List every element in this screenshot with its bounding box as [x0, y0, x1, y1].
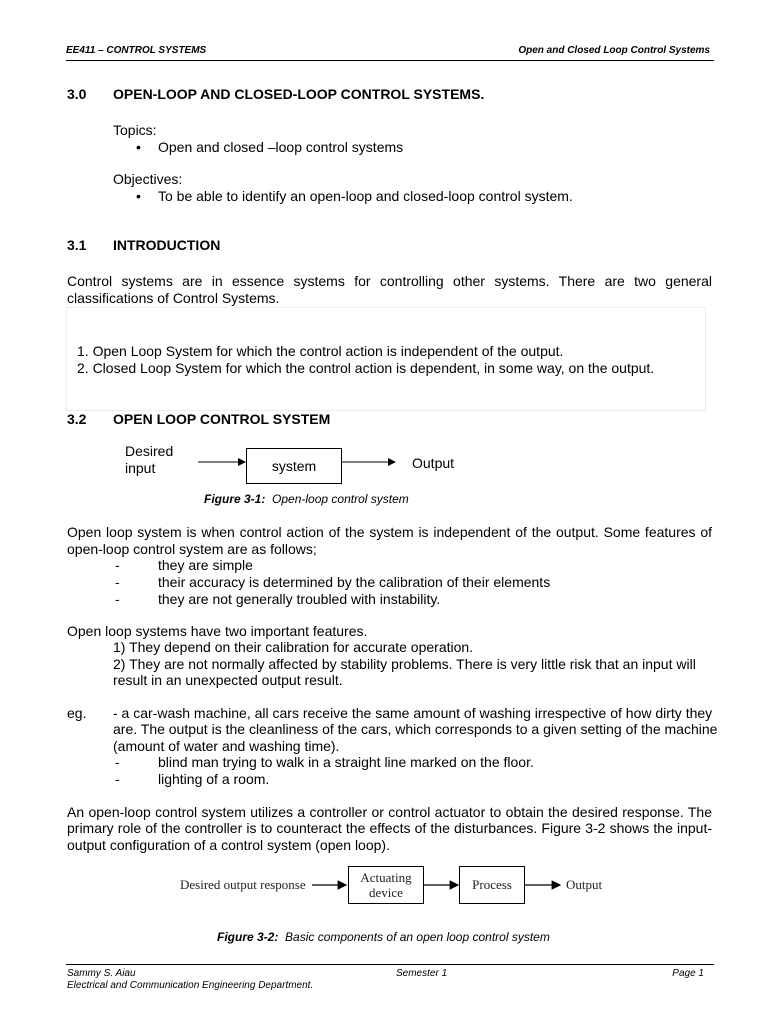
- para-c-line-1: An open-loop control system utilizes a controller or control actuator to obtain the desired response. The: [67, 804, 712, 820]
- header-right: Open and Closed Loop Control Systems: [518, 45, 710, 56]
- fig2-caption-text: Basic components of an open loop control system: [285, 930, 550, 944]
- fig2-caption-label: Figure 3-2:: [217, 930, 279, 944]
- header-rule: [66, 60, 714, 61]
- fig1-input-line1: Desired: [125, 443, 174, 459]
- section-number-3-2: 3.2: [67, 411, 87, 427]
- para-c-line-2: primary role of the controller is to counteract the effects of the disturbances. Figure 3-2 shows the input-: [67, 820, 712, 836]
- dash: -: [115, 574, 120, 590]
- fig2-box1-line1: Actuating: [360, 870, 412, 885]
- para-b: Open loop systems have two important features.: [67, 623, 368, 639]
- eg-dash-item: blind man trying to walk in a straight line marked on the floor.: [158, 754, 534, 770]
- fig2-box1-line2: device: [369, 885, 403, 900]
- fig2-output: Output: [566, 877, 603, 892]
- fig1-caption: [204, 492, 409, 506]
- fig1-caption-text: Open-loop control system: [272, 492, 409, 506]
- footer-author: Sammy S. Aiau: [67, 968, 136, 979]
- fig1-system-label: system: [271, 458, 317, 474]
- fig1-caption-label: Figure 3-1:: [204, 492, 266, 506]
- topics-label: Topics:: [113, 122, 157, 138]
- section-title-3-0: OPEN-LOOP AND CLOSED-LOOP CONTROL SYSTEMS.: [113, 86, 485, 102]
- eg-line: - a car-wash machine, all cars receive the same amount of washing irrespective of how dirty they: [113, 705, 713, 721]
- fig2-actuating-box: [348, 866, 424, 904]
- section-title-3-2: OPEN LOOP CONTROL SYSTEM: [113, 411, 331, 427]
- fig1-input-line2: input: [125, 460, 156, 476]
- footer-dept: Electrical and Communication Engineering Department.: [67, 980, 314, 991]
- topic-item: • Open and closed –loop control systems: [158, 139, 403, 156]
- feature-item: they are not generally troubled with instability.: [158, 591, 441, 607]
- fig2-box2-label: Process: [472, 877, 512, 892]
- fig1-output: Output: [412, 455, 455, 471]
- eg-label: eg.: [67, 705, 87, 721]
- feature-item: their accuracy is determined by the calibration of their elements: [158, 574, 551, 590]
- para-b-item: result in an unexpected output result.: [113, 672, 343, 688]
- section-number-3-0: 3.0: [67, 86, 87, 102]
- section-number-3-1: 3.1: [67, 237, 87, 253]
- section-title-3-1: INTRODUCTION: [113, 237, 221, 253]
- objectives-label: Objectives:: [113, 171, 183, 187]
- para-a-line-1: Open loop system is when control action of the system is independent of the output. Some features of: [67, 524, 712, 540]
- fig2-input: Desired output response: [180, 877, 306, 892]
- objective-item: • To be able to identify an open-loop and closed-loop control system.: [158, 188, 573, 205]
- eg-line: (amount of water and washing time).: [113, 738, 340, 754]
- header-left: EE411 – CONTROL SYSTEMS: [66, 45, 207, 56]
- intro-line-2: classifications of Control Systems.: [67, 290, 280, 306]
- para-b-item: 2) They are not normally affected by stability problems. There is very little risk that an input will: [113, 656, 696, 672]
- dash: -: [115, 557, 120, 573]
- para-b-item: 1) They depend on their calibration for accurate operation.: [113, 639, 474, 655]
- list-item-closed-loop: 2. Closed Loop System for which the control action is dependent, in some way, on the output.: [77, 360, 655, 376]
- dash: -: [115, 591, 120, 607]
- dash: -: [115, 754, 120, 770]
- feature-item: they are simple: [158, 557, 253, 573]
- eg-line: are. The output is the cleanliness of the cars, which corresponds to a given setting of the machine: [113, 721, 718, 737]
- footer-page: Page 1: [672, 968, 704, 979]
- dash: -: [115, 771, 120, 787]
- eg-dash-item: lighting of a room.: [158, 771, 270, 787]
- list-item-open-loop: 1. Open Loop System for which the control action is independent of the output.: [77, 343, 564, 359]
- footer-rule: [66, 964, 714, 965]
- fig2-caption: [217, 930, 550, 944]
- footer-semester: Semester 1: [396, 968, 448, 979]
- fig2-process-box: [459, 866, 525, 904]
- fig1-system-box: [246, 448, 342, 484]
- para-a-line-2: open-loop control system are as follows;: [67, 541, 317, 557]
- intro-line-1: Control systems are in essence systems for controlling other systems. There are two general: [67, 273, 712, 289]
- para-c-line-3: output configuration of a control system (open loop).: [67, 837, 390, 853]
